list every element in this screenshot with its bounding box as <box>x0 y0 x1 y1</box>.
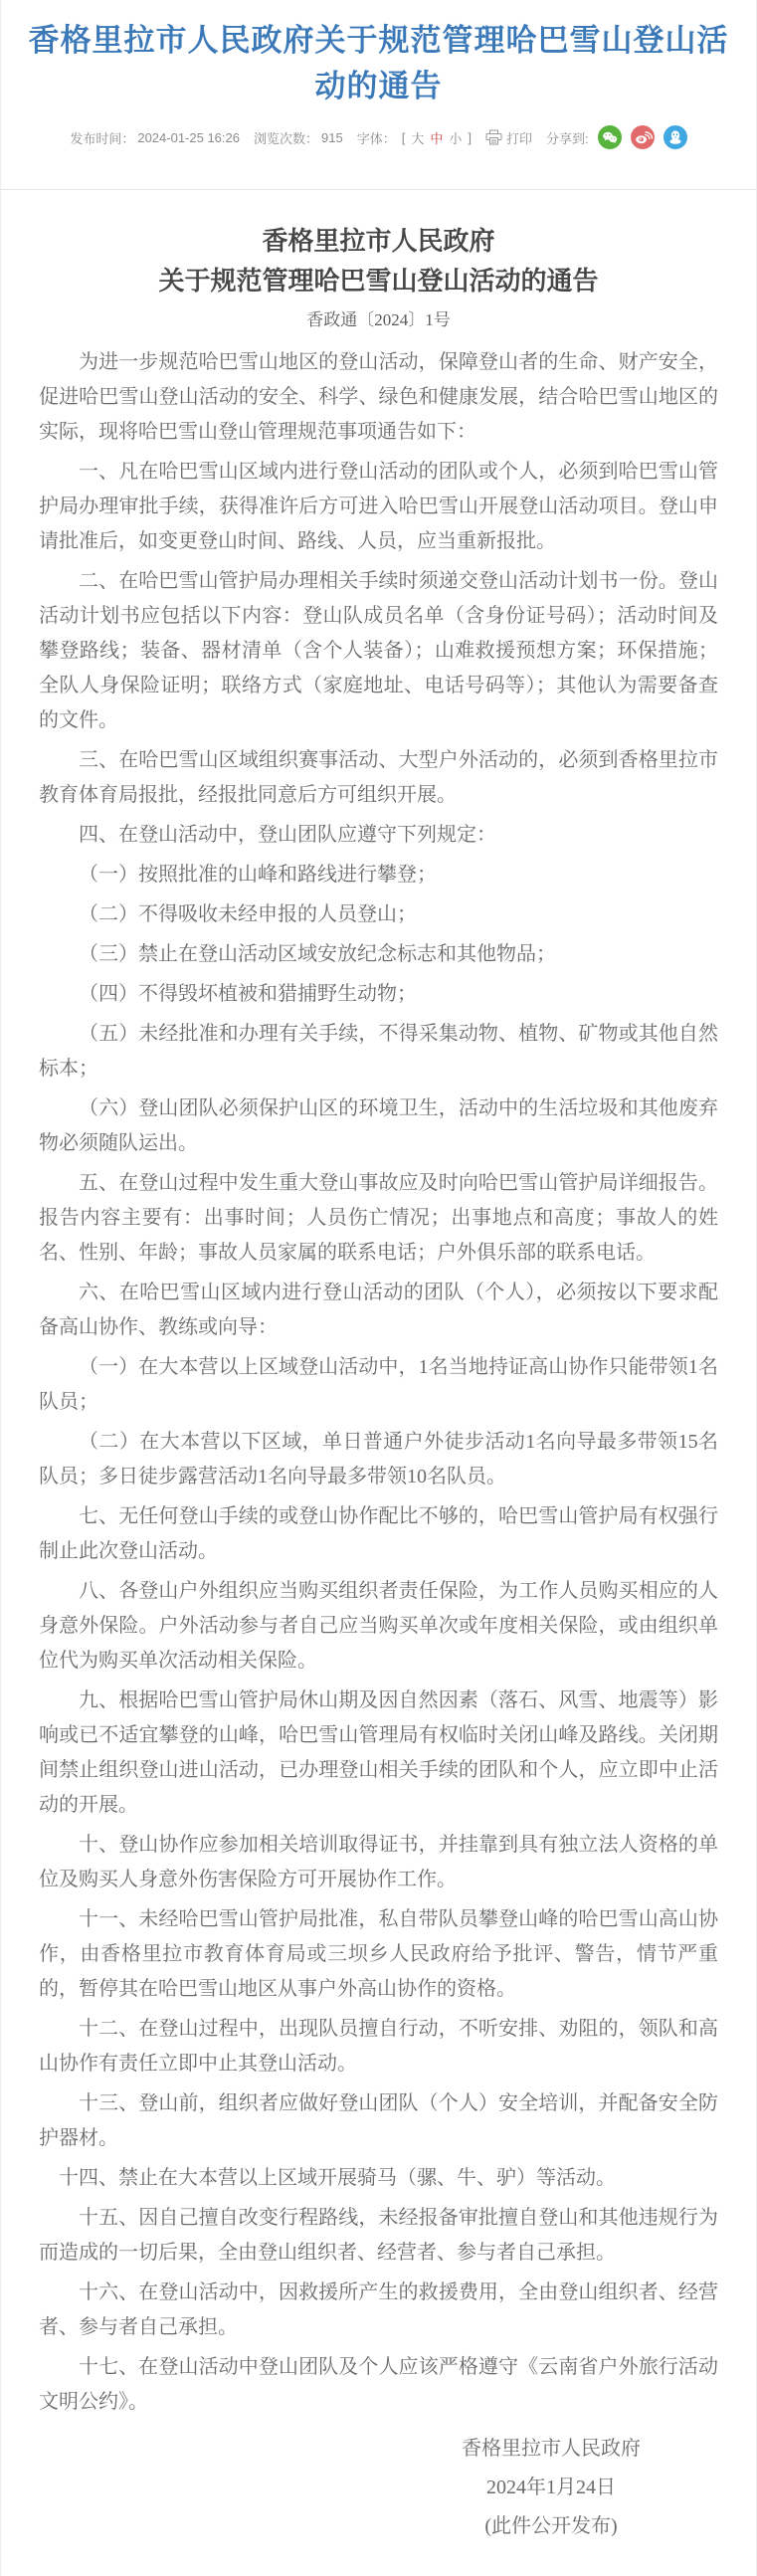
doc-title-line2: 关于规范管理哈巴雪山登山活动的通告 <box>158 267 599 296</box>
paragraph: 六、在哈巴雪山区域内进行登山活动的团队（个人），必须按以下要求配备高山协作、教练或向导： <box>39 1282 718 1338</box>
document <box>1 190 756 2546</box>
paragraph: 为进一步规范哈巴雪山地区的登山活动，保障登山者的生命、财产安全，促进哈巴雪山登山活动的安全、科学、绿色和健康发展，结合哈巴雪山地区的实际，现将哈巴雪山登山管理规范事项通告如下： <box>39 351 718 443</box>
paragraph: 十、登山协作应参加相关培训取得证书，并挂靠到具有独立法人资格的单位及购买人身意外伤害保险方可开展协作工作。 <box>39 1834 718 1890</box>
share-weibo-button[interactable] <box>631 125 655 149</box>
paragraph: 十五、因自己擅自改变行程路线，未经报备审批擅自登山和其他违规行为而造成的一切后果，全由登山组织者、经营者、参与者自己承担。 <box>39 2207 718 2264</box>
paragraph: （三）禁止在登山活动区域安放纪念标志和其他物品； <box>79 943 556 965</box>
view-count-value: 915 <box>321 129 343 145</box>
paragraph: 三、在哈巴雪山区域组织赛事活动、大型户外活动的，必须到香格里拉市教育体育局报批，经报批同意后方可组织开展。 <box>39 749 718 806</box>
signature-line: 香格里拉市人民政府 <box>462 2438 641 2460</box>
signature-block <box>462 2430 641 2546</box>
paragraph: 十七、在登山活动中登山团队及个人应该严格遵守《云南省户外旅行活动文明公约》。 <box>39 2356 718 2413</box>
font-size-medium-button[interactable]: 中 <box>430 130 444 146</box>
paragraph: 七、无任何登山手续的或登山协作配比不够的，哈巴雪山管护局有权强行制止此次登山活动。 <box>39 1505 718 1562</box>
paragraph: （一）在大本营以上区域登山活动中，1名当地持证高山协作只能带领1名队员； <box>39 1356 718 1413</box>
print-label: 打印 <box>506 130 533 146</box>
meta-row <box>1 125 756 149</box>
paragraph: 九、根据哈巴雪山管护局休山期及因自然因素（落石、风雪、地震等）影响或已不适宜攀登的山峰，哈巴雪山管理局有权临时关闭山峰及路线。关闭期间禁止组织登山进山活动，已办理登山相关手续的团队和个人，应立即中止活动的开展。 <box>39 1689 718 1816</box>
signature-line: (此件公开发布) <box>484 2515 618 2537</box>
share-wechat-button[interactable] <box>598 125 622 149</box>
paragraph: 十四、禁止在大本营以上区域开展骑马（骡、牛、驴）等活动。 <box>59 2167 616 2189</box>
paragraph: 五、在登山过程中发生重大登山事故应及时向哈巴雪山管护局详细报告。报告内容主要有：出事时间；人员伤亡情况；出事地点和高度；事故人的姓名、性别、年龄；事故人员家属的联系电话；户外俱乐部的联系电话。 <box>39 1172 718 1264</box>
paragraph: 十三、登山前，组织者应做好登山团队（个人）安全培训，并配备安全防护器材。 <box>39 2092 718 2149</box>
paragraph: 十一、未经哈巴雪山管护局批准，私自带队员攀登山峰的哈巴雪山高山协作，由香格里拉市教育体育局或三坝乡人民政府给予批评、警告，情节严重的，暂停其在哈巴雪山地区从事户外高山协作的资格。 <box>39 1908 718 2000</box>
paragraph: 十二、在登山过程中，出现队员擅自行动，不听安排、劝阻的，领队和高山协作有责任立即中止其登山活动。 <box>39 2018 718 2075</box>
paragraph: 十六、在登山活动中，因救援所产生的救援费用，全由登山组织者、经营者、参与者自己承担。 <box>39 2281 718 2338</box>
font-size-bracket-right: ] <box>468 129 473 145</box>
font-size-bracket-left: [ <box>401 129 406 145</box>
paragraph: （一）按照批准的山峰和路线进行攀登； <box>79 864 437 886</box>
view-count <box>254 128 343 147</box>
font-size-small-button[interactable]: 小 <box>449 130 463 146</box>
publish-time <box>70 128 240 147</box>
publish-time-label: 发布时间： <box>70 130 135 146</box>
paragraph: （五）未经批准和办理有关手续，不得采集动物、植物、矿物或其他自然标本； <box>39 1023 718 1080</box>
share-group <box>546 125 687 149</box>
paragraph: 二、在哈巴雪山管护局办理相关手续时须递交登山活动计划书一份。登山活动计划书应包括以下内容：登山队成员名单（含身份证号码）；活动时间及攀登路线；装备、器材清单（含个人装备）；山难救援预想方案；环保措施；全队人身保险证明；联络方式（家庭地址、电话号码等）；其他认为需要备查的文件。 <box>39 570 718 731</box>
view-count-label: 浏览次数： <box>254 130 319 146</box>
font-size-large-button[interactable]: 大 <box>411 130 425 146</box>
paragraph: 一、凡在哈巴雪山区域内进行登山活动的团队或个人，必须到哈巴雪山管护局办理审批手续，获得准许后方可进入哈巴雪山开展登山活动项目。登山申请批准后，如变更登山时间、路线、人员，应当重新报批。 <box>39 461 718 552</box>
share-label: 分享到: <box>546 130 589 146</box>
doc-number: 香政通〔2024〕1号 <box>306 310 451 329</box>
page-title: 香格里拉市人民政府关于规范管理哈巴雪山登山活动的通告 <box>28 23 729 103</box>
print-button[interactable] <box>485 128 532 147</box>
doc-title-line1: 香格里拉市人民政府 <box>262 227 495 256</box>
font-size-label: 字体： <box>356 130 396 146</box>
font-size-controls <box>357 128 472 147</box>
paragraph: 八、各登山户外组织应当购买组织者责任保险，为工作人员购买相应的人身意外保险。户外活动参与者自己应当购买单次或年度相关保险，或由组织单位代为购买单次活动相关保险。 <box>39 1580 718 1672</box>
signature-line: 2024年1月24日 <box>486 2477 616 2498</box>
printer-icon <box>485 129 502 145</box>
share-qq-button[interactable] <box>663 125 687 149</box>
paragraph: 四、在登山活动中，登山团队应遵守下列规定： <box>79 824 496 846</box>
document-body <box>39 345 718 2420</box>
paragraph: （六）登山团队必须保护山区的环境卫生，活动中的生活垃圾和其他废弃物必须随队运出。 <box>39 1097 718 1154</box>
paragraph: （二）不得吸收未经申报的人员登山； <box>79 903 417 925</box>
publish-time-value: 2024-01-25 16:26 <box>137 129 240 145</box>
paragraph: （四）不得毁坏植被和猎捕野生动物； <box>79 983 417 1005</box>
paragraph: （二）在大本营以下区域，单日普通户外徒步活动1名向导最多带领15名队员；多日徒步露营活动1名向导最多带领10名队员。 <box>39 1431 718 1487</box>
